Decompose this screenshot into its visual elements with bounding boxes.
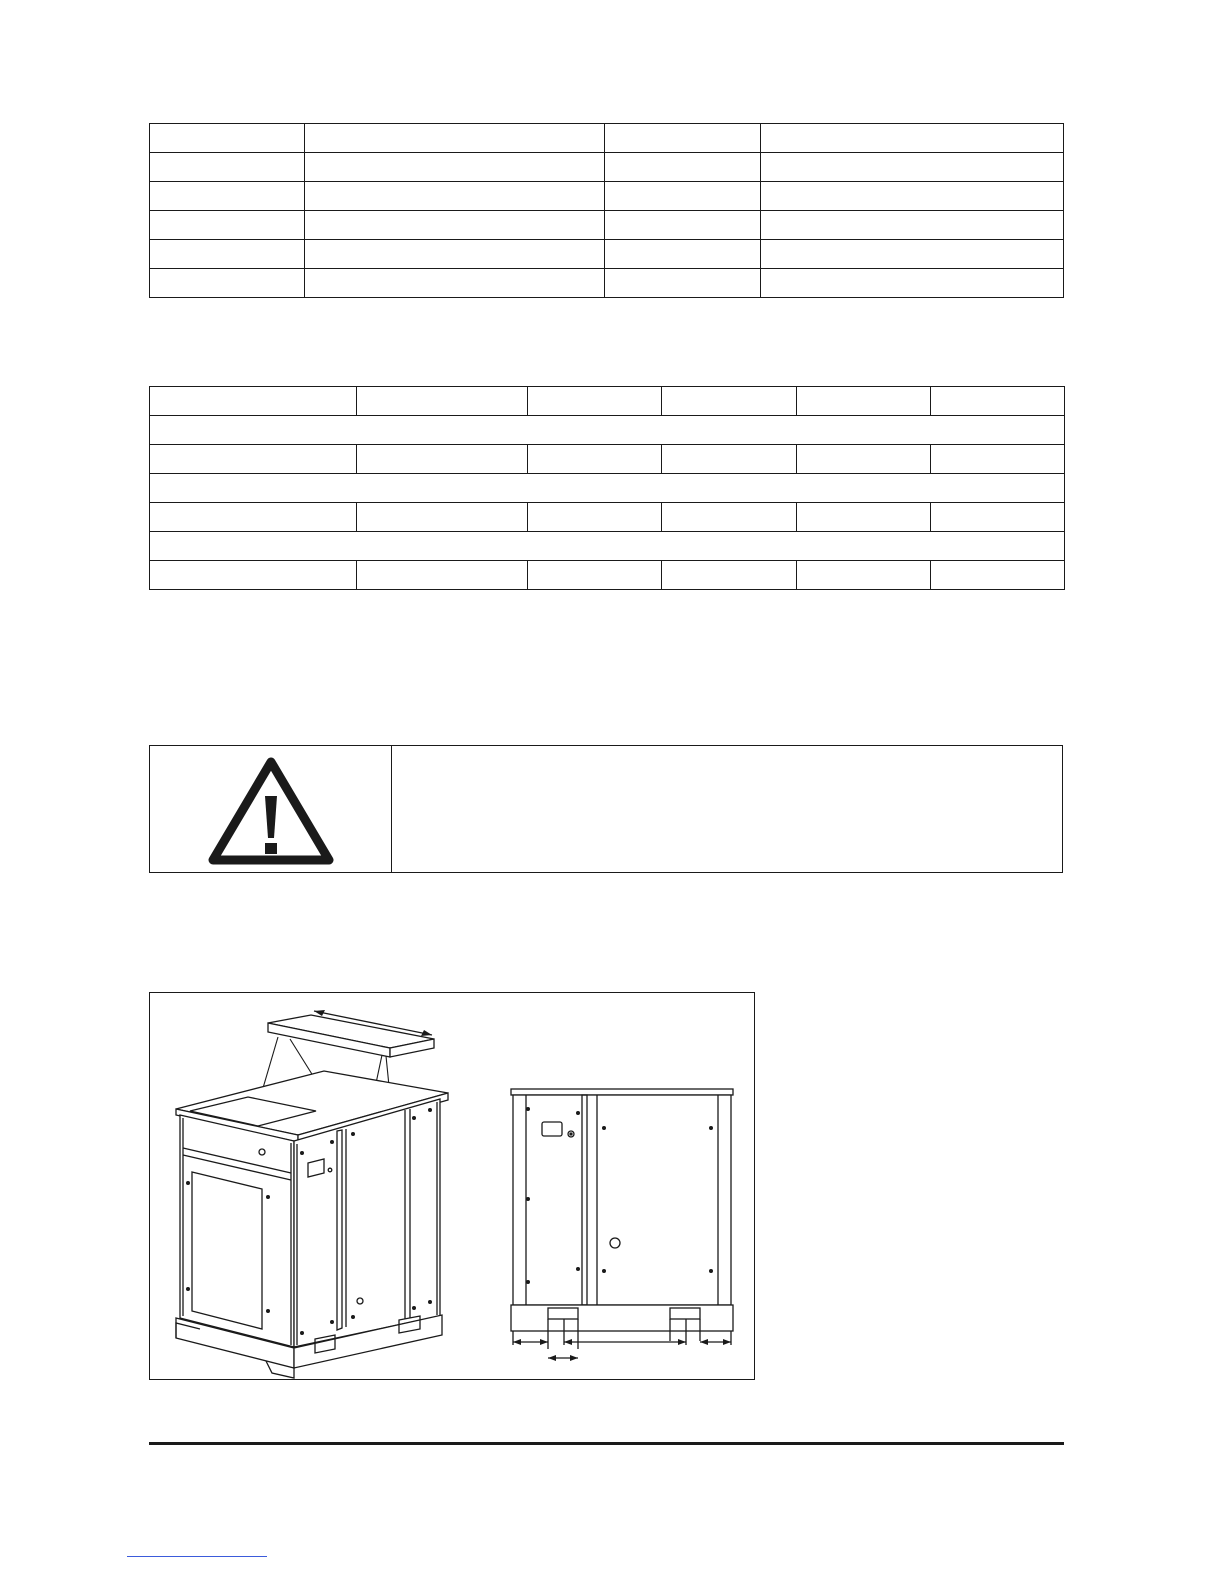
footer-rule bbox=[149, 1442, 1064, 1445]
table-cell bbox=[605, 182, 761, 211]
table-cell bbox=[931, 503, 1065, 532]
table-cell bbox=[357, 445, 528, 474]
table-row bbox=[150, 124, 1064, 153]
table-row bbox=[150, 153, 1064, 182]
table-cell bbox=[150, 269, 305, 298]
table-cell bbox=[931, 561, 1065, 590]
compressor-drawing bbox=[150, 993, 756, 1381]
table-cell bbox=[305, 182, 605, 211]
table-cell bbox=[528, 503, 662, 532]
table-row bbox=[150, 211, 1064, 240]
table-cell bbox=[150, 211, 305, 240]
warning-text-cell bbox=[392, 746, 1062, 872]
table-row bbox=[150, 445, 1065, 474]
table-section-row bbox=[150, 416, 1065, 445]
table-cell bbox=[797, 387, 931, 416]
spec-table-2-body bbox=[150, 387, 1065, 590]
table-cell bbox=[797, 503, 931, 532]
table-cell bbox=[150, 561, 357, 590]
warning-triangle-icon bbox=[208, 756, 334, 866]
warning-icon-cell bbox=[150, 746, 392, 872]
table-cell bbox=[797, 561, 931, 590]
spec-table-1 bbox=[149, 123, 1064, 298]
table-cell bbox=[605, 240, 761, 269]
table-row bbox=[150, 561, 1065, 590]
table-section-cell bbox=[150, 416, 1065, 445]
table-cell bbox=[357, 387, 528, 416]
table-cell bbox=[528, 445, 662, 474]
warning-box bbox=[149, 745, 1063, 873]
table-row bbox=[150, 182, 1064, 211]
table-cell bbox=[305, 240, 605, 269]
table-cell bbox=[305, 211, 605, 240]
spec-table-1-body bbox=[150, 124, 1064, 298]
table-cell bbox=[150, 240, 305, 269]
table-cell bbox=[305, 153, 605, 182]
table-cell bbox=[761, 211, 1064, 240]
table-row bbox=[150, 387, 1065, 416]
table-cell bbox=[605, 153, 761, 182]
table-cell bbox=[357, 503, 528, 532]
table-row bbox=[150, 269, 1064, 298]
table-cell bbox=[662, 445, 797, 474]
table-row bbox=[150, 503, 1065, 532]
table-cell bbox=[305, 269, 605, 298]
table-cell bbox=[528, 561, 662, 590]
link-underline[interactable] bbox=[127, 1556, 267, 1557]
table-cell bbox=[797, 445, 931, 474]
table-section-cell bbox=[150, 532, 1065, 561]
table-cell bbox=[662, 387, 797, 416]
table-section-cell bbox=[150, 474, 1065, 503]
table-cell bbox=[605, 211, 761, 240]
compressor-front-view bbox=[511, 1089, 733, 1361]
table-cell bbox=[605, 269, 761, 298]
table-cell bbox=[662, 503, 797, 532]
table-cell bbox=[150, 124, 305, 153]
table-cell bbox=[305, 124, 605, 153]
table-cell bbox=[761, 269, 1064, 298]
table-section-row bbox=[150, 474, 1065, 503]
table-cell bbox=[357, 561, 528, 590]
table-row bbox=[150, 240, 1064, 269]
table-cell bbox=[761, 240, 1064, 269]
compressor-installation-figure bbox=[149, 992, 755, 1380]
table-cell bbox=[150, 387, 357, 416]
table-cell bbox=[761, 153, 1064, 182]
table-cell bbox=[761, 182, 1064, 211]
table-section-row bbox=[150, 532, 1065, 561]
table-cell bbox=[931, 445, 1065, 474]
table-cell bbox=[150, 182, 305, 211]
spec-table-2 bbox=[149, 386, 1065, 590]
table-cell bbox=[662, 561, 797, 590]
compressor-isometric bbox=[176, 1071, 448, 1378]
table-cell bbox=[761, 124, 1064, 153]
table-cell bbox=[150, 153, 305, 182]
table-cell bbox=[605, 124, 761, 153]
table-cell bbox=[150, 503, 357, 532]
table-cell bbox=[931, 387, 1065, 416]
table-cell bbox=[150, 445, 357, 474]
table-cell bbox=[528, 387, 662, 416]
